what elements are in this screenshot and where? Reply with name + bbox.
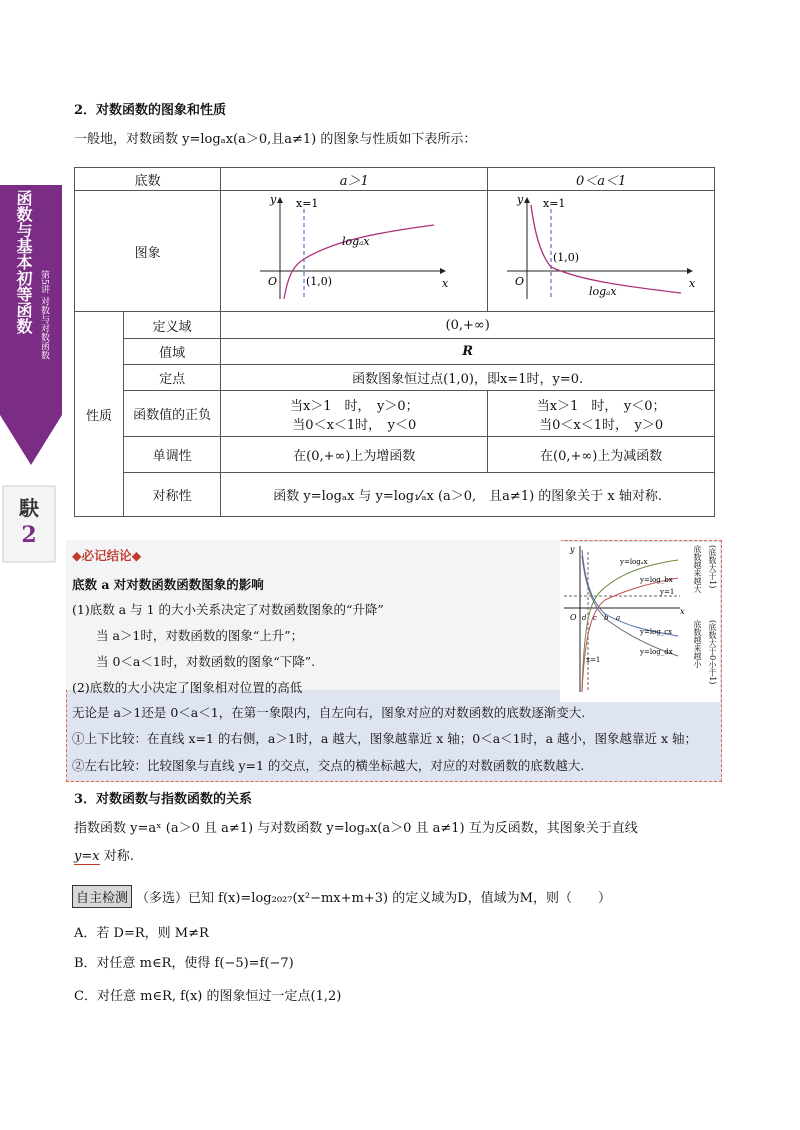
svg-text:y: y: [517, 195, 524, 206]
graph-increasing: [221, 191, 488, 312]
svg-text:y=log_bx: y=log_bx: [640, 576, 673, 584]
sign-right-line2: 当0＜x＜1时， y＞0: [539, 417, 664, 433]
row-label-monotonic: 单调性: [124, 437, 221, 473]
figure-note-bottom: (底数大于0小于1): [708, 620, 717, 685]
row-label-sign: 函数值的正负: [124, 391, 221, 437]
conclusion-line7: ②左右比较：比较图象与直线 y=1 的交点，交点的横坐标越大，对应的对数函数的底数越大.: [72, 758, 585, 773]
section-title: 2．对数函数的图象和性质: [74, 103, 227, 118]
conclusion-line5: 无论是 a＞1还是 0＜a＜1，在第一象限内，自左向右，图象对应的对数函数的底数逐渐变大.: [72, 705, 586, 720]
row-label-range: 值域: [124, 339, 221, 365]
svg-text:x=1: x=1: [543, 197, 566, 210]
inverse-suffix: 对称.: [103, 849, 134, 864]
conclusion-heading: 底数 a 对对数函数函数图象的影响: [72, 577, 264, 592]
option-c: C．对任意 m∈R, f(x) 的图象恒过一定点(1,2): [74, 989, 342, 1004]
svg-text:y=log_dx: y=log_dx: [640, 648, 673, 656]
page-number: 2: [21, 522, 37, 548]
svg-text:x: x: [689, 277, 696, 290]
svg-text:O: O: [515, 275, 525, 288]
section3-title: 3．对数函数与指数函数的关系: [74, 792, 253, 807]
properties-label: 性质: [75, 312, 124, 517]
section3-line1: 指数函数 y=aˣ (a＞0 且 a≠1) 与对数函数 y=logₐx(a＞0 且 a≠1) 互为反函数，其图象关于直线: [74, 821, 638, 836]
svg-text:y: y: [270, 195, 277, 206]
marker-logo: 駃: [19, 496, 39, 520]
self-check-tag: 自主检测: [72, 885, 132, 908]
row-label-fixed-point: 定点: [124, 365, 221, 391]
conclusion-line1: (1)底数 a 与 1 的大小关系决定了对数函数图象的“升降”: [72, 602, 384, 617]
svg-text:x=1: x=1: [296, 197, 319, 210]
svg-text:logₐx: logₐx: [342, 235, 370, 248]
option-b: B．对任意 m∈R，使得 f(−5)=f(−7): [74, 956, 294, 971]
svg-text:x=1: x=1: [586, 656, 601, 664]
log-graph-increasing: [254, 195, 454, 303]
figure-note-top2: 底数越来越大: [693, 545, 702, 593]
svg-text:O: O: [570, 613, 577, 622]
svg-text:a: a: [616, 614, 621, 622]
row-label-symmetry: 对称性: [124, 473, 221, 517]
row-label-domain: 定义域: [124, 312, 221, 339]
row-monotonic-right: 在(0,+∞)上为减函数: [488, 437, 715, 473]
row-symmetry-value: 函数 y=logₐx 与 y=log₁⁄ₐx (a＞0, 且a≠1) 的图象关于 x 轴对称.: [221, 473, 715, 517]
row-sign-right: [488, 391, 715, 437]
log-graph-decreasing: [501, 195, 701, 303]
section3-line2: [74, 845, 134, 864]
row-range-value: R: [221, 339, 715, 365]
svg-text:x: x: [680, 607, 685, 616]
figure-note-top: (底数大于1): [708, 545, 717, 589]
row-domain-value: (0,+∞): [221, 312, 715, 339]
svg-text:b: b: [604, 614, 609, 622]
svg-text:logₐx: logₐx: [589, 285, 617, 298]
svg-text:y=log_cx: y=log_cx: [640, 628, 673, 636]
sign-left-line1: 当x＞1 时， y＞0；: [289, 398, 419, 414]
sign-left-line2: 当0＜x＜1时， y＜0: [292, 417, 417, 433]
option-a: A．若 D=R，则 M≠R: [74, 926, 209, 941]
sidebar-subtitle: 第5讲 对数与对数函数: [39, 270, 49, 360]
row-sign-left: [221, 391, 488, 437]
conclusion-line6: ①上下比较：在直线 x=1 的右侧，a＞1时，a 越大，图象越靠近 x 轴；0＜a＜1时，a 越小，图象越靠近 x 轴；: [72, 731, 698, 746]
section-intro: 一般地，对数函数 y=logₐx(a＞0,且a≠1) 的图象与性质如下表所示：: [74, 132, 477, 147]
svg-text:c: c: [593, 614, 597, 622]
header-base: 底数: [75, 168, 221, 191]
svg-text:x: x: [442, 277, 449, 290]
conclusion-badge: ◆必记结论◆: [72, 548, 142, 563]
inverse-line: y=x: [74, 849, 100, 864]
svg-text:y=logₐx: y=logₐx: [620, 558, 648, 566]
svg-text:O: O: [268, 275, 278, 288]
sign-right-line1: 当x＞1 时， y＜0；: [536, 398, 666, 414]
exercise-stem: （多选）已知 f(x)=log₂₀₂₇(x²−mx+m+3) 的定义域为D，值域为M，则（ ）: [136, 891, 611, 906]
svg-text:d: d: [582, 614, 587, 622]
row-monotonic-left: 在(0,+∞)上为增函数: [221, 437, 488, 473]
sidebar-title: 函数与基本初等函数: [14, 190, 33, 334]
svg-text:(1,0): (1,0): [553, 251, 580, 264]
conclusion-line3: 当 0＜a＜1时，对数函数的图象“下降”.: [96, 654, 316, 669]
conclusion-line2: 当 a＞1时，对数函数的图象“上升”；: [96, 628, 304, 643]
svg-text:y=1: y=1: [660, 588, 675, 596]
svg-text:y: y: [570, 545, 575, 554]
graph-decreasing: [488, 191, 715, 312]
property-table: [74, 167, 715, 517]
conclusion-line4: (2)底数的大小决定了图象相对位置的高低: [72, 680, 303, 695]
figure-note-bottom2: 底数越来越小: [693, 620, 702, 668]
graph-row-label: 图象: [75, 191, 221, 312]
svg-text:(1,0): (1,0): [306, 275, 333, 288]
header-a-gt-1: a＞1: [221, 168, 488, 191]
row-fixed-point-value: 函数图象恒过点(1,0)，即x=1时，y=0.: [221, 365, 715, 391]
header-a-lt-1: 0＜a＜1: [488, 168, 715, 191]
